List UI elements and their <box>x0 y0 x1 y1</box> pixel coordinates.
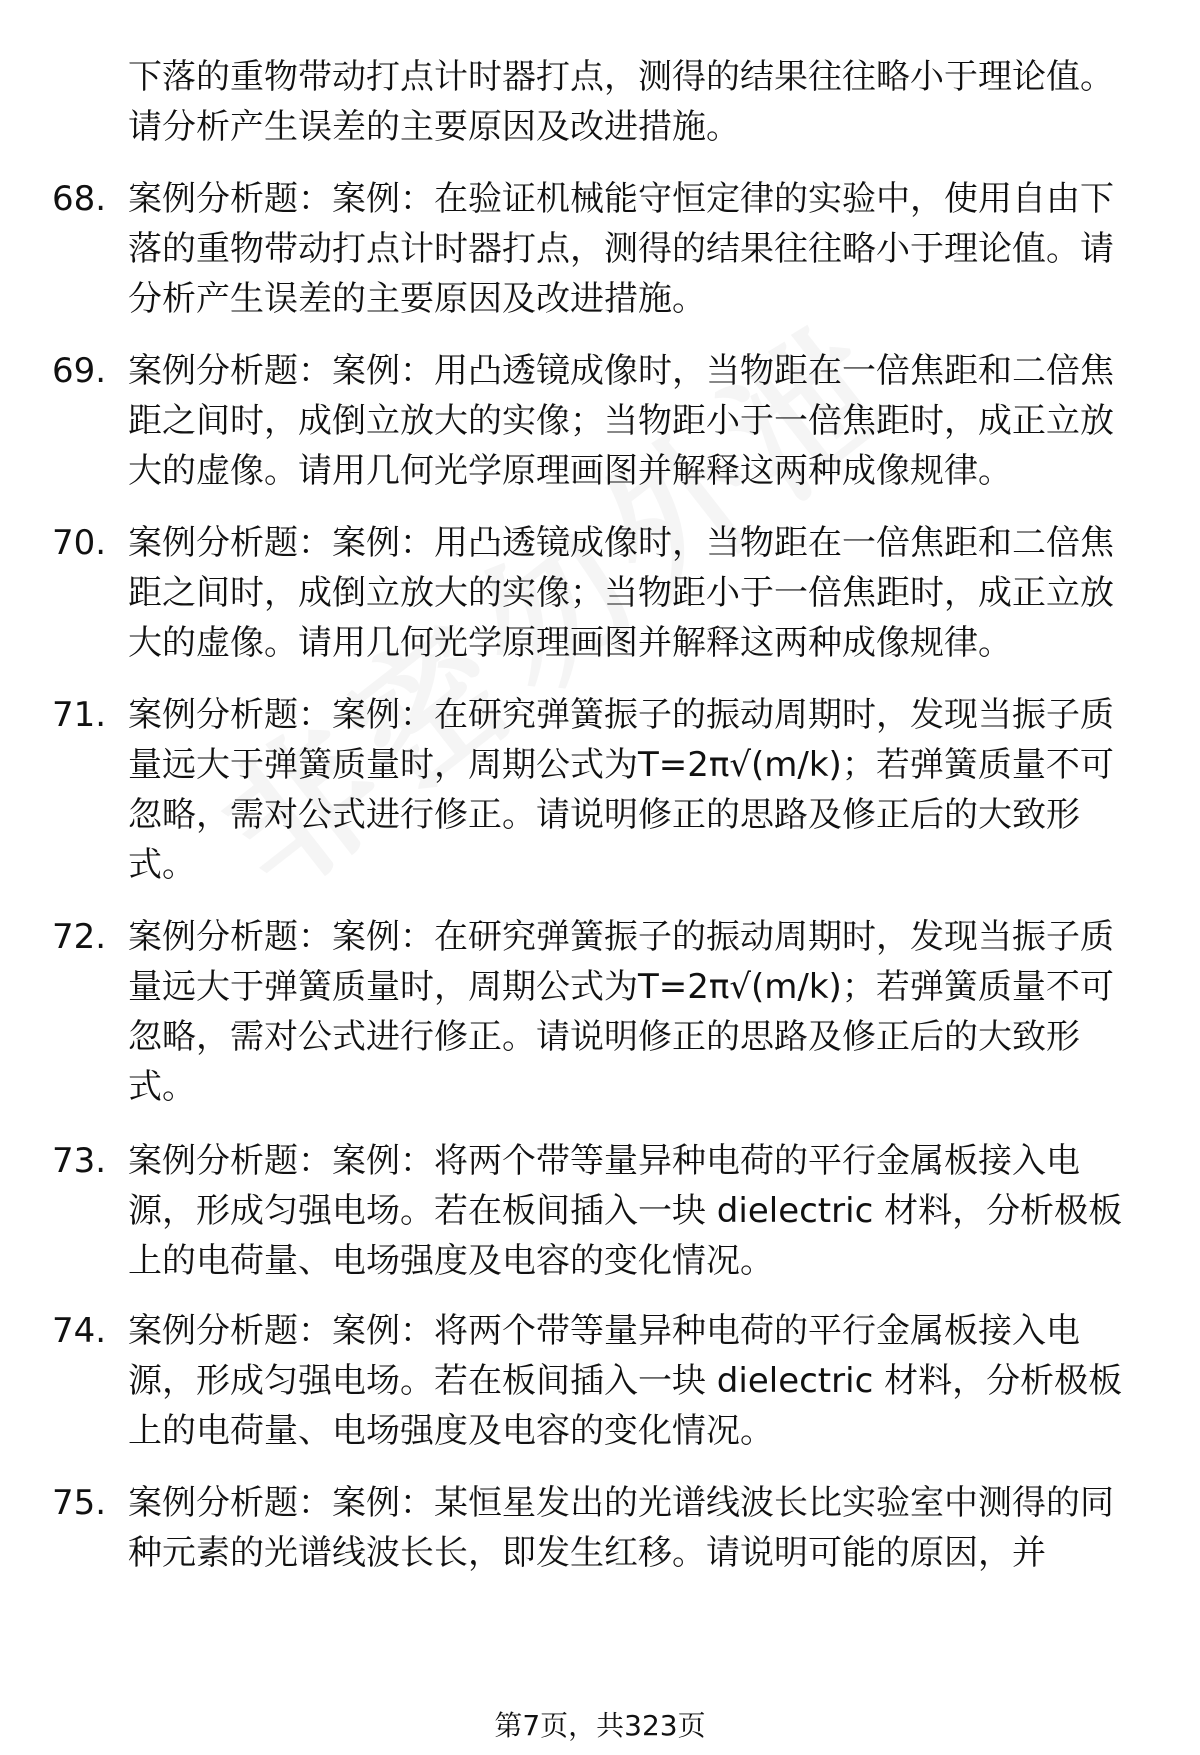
question-text: 案例分析题：案例：将两个带等量异种电荷的平行金属板接入电源，形成匀强电场。若在板间插入一块 dielectric 材料，分析极板上的电荷量、电场强度及电容的变化情况。 <box>128 1311 1123 1451</box>
question-number: 73. <box>52 1141 107 1181</box>
question-continuation: 下落的重物带动打点计时器打点，测得的结果往往略小于理论值。请分析产生误差的主要原因及改进措施。 <box>128 57 1114 147</box>
page-footer: 第7页，共323页 <box>494 1709 706 1742</box>
question-number: 72. <box>52 917 107 957</box>
question-text: 案例分析题：案例：在验证机械能守恒定律的实验中，使用自由下落的重物带动打点计时器打点，测得的结果往往略小于理论值。请分析产生误差的主要原因及改进措施。 <box>128 179 1114 319</box>
question-number: 68. <box>52 179 107 219</box>
question-text: 案例分析题：案例：将两个带等量异种电荷的平行金属板接入电源，形成匀强电场。若在板间插入一块 dielectric 材料，分析极板上的电荷量、电场强度及电容的变化情况。 <box>128 1141 1123 1281</box>
question-text: 案例分析题：案例：在研究弹簧振子的振动周期时，发现当振子质量远大于弹簧质量时，周期公式为T=2π√(m/k)；若弹簧质量不可忽略，需对公式进行修正。请说明修正的思路及修正后的大致形式。 <box>128 695 1114 885</box>
question-number: 70. <box>52 523 107 563</box>
question-number: 75. <box>52 1483 107 1523</box>
question-text: 案例分析题：案例：在研究弹簧振子的振动周期时，发现当振子质量远大于弹簧质量时，周期公式为T=2π√(m/k)；若弹簧质量不可忽略，需对公式进行修正。请说明修正的思路及修正后的大致形式。 <box>128 917 1114 1107</box>
question-text: 案例分析题：案例：用凸透镜成像时，当物距在一倍焦距和二倍焦距之间时，成倒立放大的实像；当物距小于一倍焦距时，成正立放大的虚像。请用几何光学原理画图并解释这两种成像规律。 <box>128 351 1114 491</box>
question-text: 案例分析题：案例：用凸透镜成像时，当物距在一倍焦距和二倍焦距之间时，成倒立放大的实像；当物距小于一倍焦距时，成正立放大的虚像。请用几何光学原理画图并解释这两种成像规律。 <box>128 523 1114 663</box>
question-text: 案例分析题：案例：某恒星发出的光谱线波长比实验室中测得的同种元素的光谱线波长长，即发生红移。请说明可能的原因，并 <box>128 1483 1114 1573</box>
question-number: 71. <box>52 695 107 735</box>
question-number: 69. <box>52 351 107 391</box>
question-number: 74. <box>52 1311 107 1351</box>
